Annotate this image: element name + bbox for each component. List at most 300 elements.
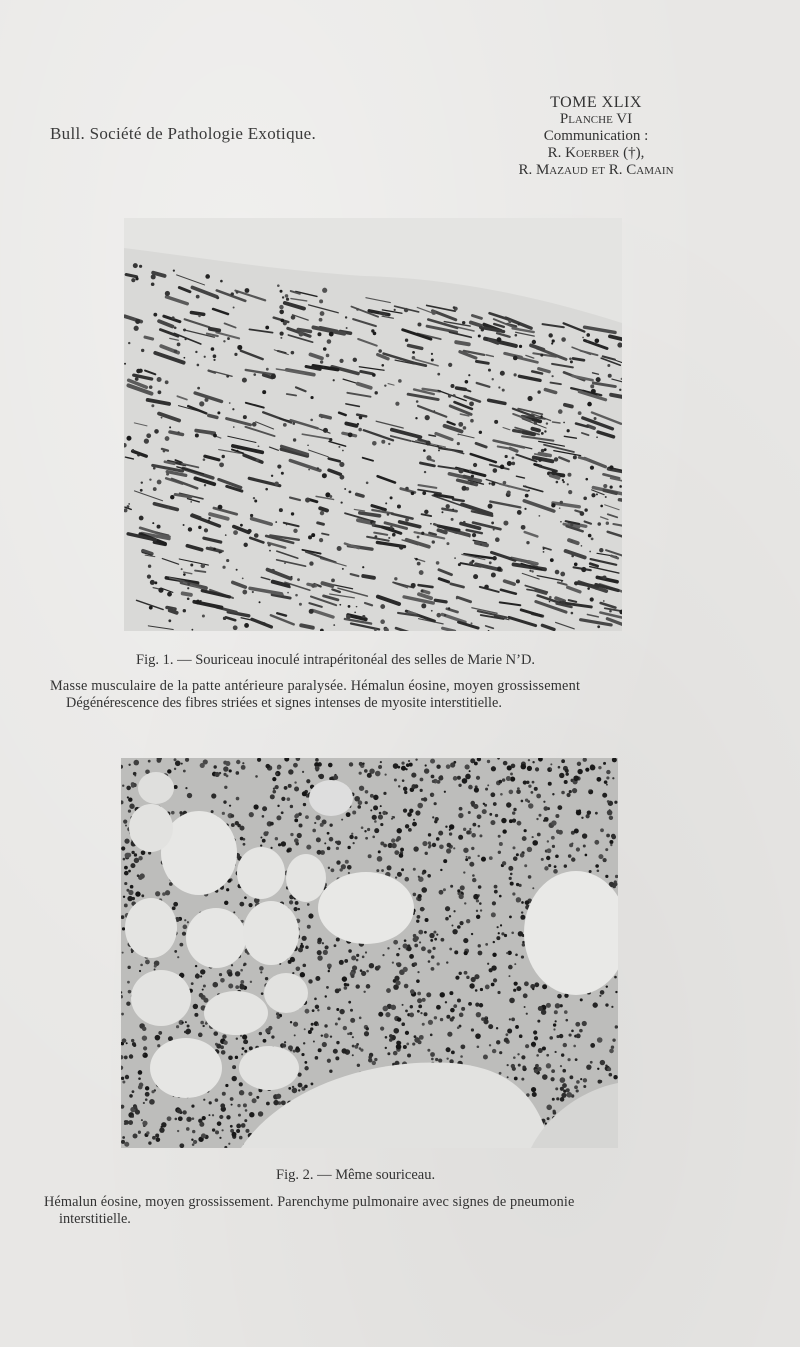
- cell-nucleus-mark: [200, 969, 205, 974]
- cell-nucleus-mark: [522, 941, 525, 944]
- nucleus-mark: [603, 484, 607, 488]
- cell-nucleus-mark: [378, 1012, 383, 1017]
- cell-nucleus-mark: [211, 793, 216, 798]
- cell-nucleus-mark: [535, 767, 539, 771]
- nucleus-mark: [590, 466, 594, 470]
- nucleus-mark: [395, 402, 399, 406]
- cell-nucleus-mark: [239, 1136, 243, 1140]
- nucleus-mark: [560, 521, 562, 523]
- cell-nucleus-mark: [611, 1046, 614, 1049]
- cell-nucleus-mark: [193, 1140, 197, 1144]
- cell-nucleus-mark: [178, 1116, 183, 1121]
- cell-nucleus-mark: [387, 865, 392, 870]
- cell-nucleus-mark: [201, 1133, 206, 1138]
- cell-nucleus-mark: [489, 856, 493, 860]
- cell-nucleus-mark: [614, 880, 617, 883]
- cell-nucleus-mark: [226, 1115, 230, 1119]
- cell-nucleus-mark: [479, 1003, 483, 1007]
- nucleus-mark: [438, 449, 440, 451]
- cell-nucleus-mark: [354, 796, 360, 802]
- cell-nucleus-mark: [347, 1033, 349, 1035]
- cell-nucleus-mark: [418, 930, 423, 935]
- cell-nucleus-mark: [406, 1042, 409, 1045]
- cell-nucleus-mark: [490, 792, 495, 797]
- cell-nucleus-mark: [154, 965, 157, 968]
- cell-nucleus-mark: [149, 1099, 155, 1105]
- cell-nucleus-mark: [443, 888, 446, 891]
- nucleus-mark: [441, 511, 443, 513]
- nucleus-mark: [233, 307, 235, 309]
- cell-nucleus-mark: [392, 961, 394, 963]
- cell-nucleus-mark: [212, 1128, 215, 1131]
- cell-nucleus-mark: [330, 1035, 332, 1037]
- nucleus-mark: [503, 521, 508, 526]
- cell-nucleus-mark: [177, 956, 179, 958]
- nucleus-mark: [323, 428, 328, 433]
- cell-nucleus-mark: [420, 789, 423, 792]
- cell-nucleus-mark: [532, 887, 534, 889]
- nucleus-mark: [225, 534, 227, 536]
- cell-nucleus-mark: [245, 1109, 248, 1112]
- cell-nucleus-mark: [307, 903, 310, 906]
- cell-nucleus-mark: [350, 1018, 355, 1023]
- cell-nucleus-mark: [328, 763, 333, 768]
- nucleus-mark: [515, 334, 518, 337]
- cell-nucleus-mark: [499, 1072, 502, 1075]
- cell-nucleus-mark: [571, 857, 575, 861]
- nucleus-mark: [500, 371, 505, 376]
- nucleus-mark: [453, 306, 456, 309]
- muscle-fiber-mark: [126, 275, 136, 277]
- cell-nucleus-mark: [125, 1075, 129, 1079]
- cell-nucleus-mark: [600, 1060, 605, 1065]
- cell-nucleus-mark: [469, 828, 471, 830]
- cell-nucleus-mark: [202, 1025, 204, 1027]
- nucleus-mark: [430, 523, 432, 525]
- cell-nucleus-mark: [512, 846, 515, 849]
- cell-nucleus-mark: [357, 805, 361, 809]
- cell-nucleus-mark: [512, 811, 515, 814]
- nucleus-mark: [426, 441, 431, 446]
- nucleus-mark: [167, 507, 169, 509]
- cell-nucleus-mark: [543, 806, 548, 811]
- nucleus-mark: [385, 502, 387, 504]
- cell-nucleus-mark: [154, 969, 156, 971]
- nucleus-mark: [293, 438, 296, 441]
- cell-nucleus-mark: [457, 998, 461, 1002]
- cell-nucleus-mark: [124, 839, 129, 844]
- nucleus-mark: [541, 432, 544, 435]
- nucleus-mark: [591, 537, 594, 540]
- cell-nucleus-mark: [548, 782, 552, 786]
- cell-nucleus-mark: [492, 1049, 496, 1053]
- cell-nucleus-mark: [565, 772, 568, 775]
- cell-nucleus-mark: [215, 772, 220, 777]
- cell-nucleus-mark: [516, 789, 521, 794]
- nucleus-mark: [417, 562, 421, 566]
- cell-nucleus-mark: [288, 960, 292, 964]
- cell-nucleus-mark: [429, 933, 434, 938]
- cell-nucleus-mark: [444, 791, 446, 793]
- muscle-fiber-mark: [298, 329, 310, 331]
- nucleus-mark: [492, 378, 494, 380]
- nucleus-mark: [581, 567, 586, 572]
- nucleus-mark: [348, 605, 351, 608]
- cell-nucleus-mark: [219, 1137, 221, 1139]
- cell-nucleus-mark: [294, 818, 298, 822]
- cell-nucleus-mark: [509, 998, 515, 1004]
- nucleus-mark: [199, 401, 204, 406]
- cell-nucleus-mark: [286, 849, 290, 853]
- cell-nucleus-mark: [417, 992, 421, 996]
- cell-nucleus-mark: [308, 979, 312, 983]
- cell-nucleus-mark: [262, 806, 267, 811]
- cell-nucleus-mark: [434, 802, 437, 805]
- cell-nucleus-mark: [290, 833, 293, 836]
- nucleus-mark: [507, 491, 511, 495]
- cell-nucleus-mark: [547, 840, 549, 842]
- cell-nucleus-mark: [546, 1063, 551, 1068]
- cell-nucleus-mark: [229, 769, 232, 772]
- nucleus-mark: [600, 505, 603, 508]
- cell-nucleus-mark: [339, 1009, 344, 1014]
- cell-nucleus-mark: [345, 860, 349, 864]
- cell-nucleus-mark: [403, 943, 408, 948]
- cell-nucleus-mark: [427, 874, 431, 878]
- nucleus-mark: [222, 455, 225, 458]
- nucleus-mark: [525, 485, 527, 487]
- cell-nucleus-mark: [347, 865, 352, 870]
- cell-nucleus-mark: [550, 1077, 554, 1081]
- cell-nucleus-mark: [122, 1081, 125, 1084]
- cell-nucleus-mark: [402, 1004, 404, 1006]
- cell-nucleus-mark: [377, 965, 380, 968]
- cell-nucleus-mark: [453, 776, 458, 781]
- cell-nucleus-mark: [244, 1119, 247, 1122]
- cell-nucleus-mark: [256, 1096, 259, 1099]
- nucleus-mark: [126, 436, 131, 441]
- cell-nucleus-mark: [606, 834, 610, 838]
- cell-nucleus-mark: [502, 778, 505, 781]
- cell-nucleus-mark: [336, 937, 340, 941]
- cell-nucleus-mark: [476, 915, 480, 919]
- cell-nucleus-mark: [396, 980, 401, 985]
- nucleus-mark: [319, 299, 323, 303]
- nucleus-mark: [540, 415, 542, 417]
- cell-nucleus-mark: [315, 766, 320, 771]
- cell-nucleus-mark: [272, 790, 276, 794]
- cell-nucleus-mark: [443, 859, 447, 863]
- nucleus-mark: [265, 488, 268, 491]
- muscle-fiber-mark: [588, 426, 594, 428]
- nucleus-mark: [150, 580, 155, 585]
- cell-nucleus-mark: [477, 814, 482, 819]
- cell-nucleus-mark: [424, 931, 427, 934]
- nucleus-mark: [555, 570, 560, 575]
- nucleus-mark: [388, 537, 390, 539]
- cell-nucleus-mark: [123, 896, 125, 898]
- nucleus-mark: [252, 422, 257, 427]
- nucleus-mark: [144, 439, 149, 444]
- cell-nucleus-mark: [583, 1078, 587, 1082]
- cell-nucleus-mark: [331, 868, 335, 872]
- cell-nucleus-mark: [401, 762, 404, 765]
- cell-nucleus-mark: [395, 876, 397, 878]
- cell-nucleus-mark: [415, 758, 417, 760]
- cell-nucleus-mark: [404, 939, 407, 942]
- cell-nucleus-mark: [420, 1012, 422, 1014]
- nucleus-mark: [281, 472, 284, 475]
- nucleus-mark: [326, 354, 330, 358]
- cell-nucleus-mark: [541, 858, 544, 861]
- nucleus-mark: [451, 518, 454, 521]
- cell-nucleus-mark: [200, 763, 205, 768]
- cell-nucleus-mark: [356, 954, 359, 957]
- cell-nucleus-mark: [553, 869, 558, 874]
- cell-nucleus-mark: [517, 821, 522, 826]
- cell-nucleus-mark: [219, 973, 222, 976]
- cell-nucleus-mark: [559, 773, 564, 778]
- nucleus-mark: [280, 290, 283, 293]
- cell-nucleus-mark: [250, 981, 252, 983]
- cell-nucleus-mark: [568, 1033, 571, 1036]
- cell-nucleus-mark: [466, 831, 470, 835]
- nucleus-mark: [517, 580, 519, 582]
- cell-nucleus-mark: [465, 858, 468, 861]
- cell-nucleus-mark: [315, 1056, 319, 1060]
- cell-nucleus-mark: [230, 1125, 233, 1128]
- nucleus-mark: [346, 615, 351, 620]
- cell-nucleus-mark: [297, 833, 302, 838]
- nucleus-mark: [149, 478, 151, 480]
- cell-nucleus-mark: [326, 986, 329, 989]
- nucleus-mark: [469, 401, 474, 406]
- nucleus-mark: [419, 570, 424, 575]
- nucleus-mark: [437, 445, 439, 447]
- cell-nucleus-mark: [516, 853, 519, 856]
- nucleus-mark: [356, 606, 358, 608]
- cell-nucleus-mark: [436, 1005, 441, 1010]
- cell-nucleus-mark: [409, 809, 413, 813]
- cell-nucleus-mark: [521, 901, 524, 904]
- nucleus-mark: [217, 411, 220, 414]
- cell-nucleus-mark: [260, 844, 262, 846]
- cell-nucleus-mark: [440, 938, 444, 942]
- cell-nucleus-mark: [125, 824, 127, 826]
- nucleus-mark: [431, 358, 434, 361]
- figure-1-title: Fig. 1. — Souriceau inoculé intrapéritonéal des selles de Marie N’D.: [136, 652, 536, 668]
- nucleus-mark: [359, 416, 363, 420]
- cell-nucleus-mark: [228, 983, 233, 988]
- nucleus-mark: [567, 483, 569, 485]
- cell-nucleus-mark: [537, 1067, 541, 1071]
- cell-nucleus-mark: [549, 1036, 553, 1040]
- cell-nucleus-mark: [413, 937, 418, 942]
- nucleus-mark: [254, 500, 257, 503]
- cell-nucleus-mark: [536, 1054, 539, 1057]
- cell-nucleus-mark: [598, 766, 601, 769]
- nucleus-mark: [538, 458, 541, 461]
- cell-nucleus-mark: [135, 1109, 140, 1114]
- cell-nucleus-mark: [239, 1090, 244, 1095]
- cell-nucleus-mark: [231, 823, 235, 827]
- nucleus-mark: [135, 319, 140, 324]
- cell-nucleus-mark: [483, 1055, 488, 1060]
- cell-nucleus-mark: [225, 761, 230, 766]
- cell-nucleus-mark: [531, 1087, 536, 1092]
- cell-nucleus-mark: [282, 1044, 286, 1048]
- nucleus-mark: [471, 475, 474, 478]
- cell-nucleus-mark: [380, 1027, 384, 1031]
- cell-nucleus-mark: [312, 829, 316, 833]
- cell-nucleus-mark: [359, 1017, 362, 1020]
- cell-nucleus-mark: [609, 840, 613, 844]
- cell-nucleus-mark: [396, 963, 399, 966]
- cell-nucleus-mark: [317, 1009, 319, 1011]
- cell-nucleus-mark: [607, 800, 610, 803]
- cell-nucleus-mark: [450, 1008, 455, 1013]
- cell-nucleus-mark: [232, 1076, 237, 1081]
- cell-nucleus-mark: [127, 981, 130, 984]
- nucleus-mark: [500, 465, 505, 470]
- cell-nucleus-mark: [375, 771, 381, 777]
- nucleus-mark: [550, 558, 554, 562]
- cell-nucleus-mark: [386, 988, 391, 993]
- cell-nucleus-mark: [276, 1094, 281, 1099]
- nucleus-mark: [387, 513, 390, 516]
- cell-nucleus-mark: [413, 819, 415, 821]
- cell-nucleus-mark: [372, 836, 375, 839]
- nucleus-mark: [484, 585, 489, 590]
- nucleus-mark: [505, 455, 508, 458]
- cell-nucleus-mark: [143, 1054, 145, 1056]
- cell-nucleus-mark: [561, 1053, 564, 1056]
- cell-nucleus-mark: [262, 815, 265, 818]
- cell-nucleus-mark: [515, 953, 518, 956]
- nucleus-mark: [549, 601, 551, 603]
- nucleus-mark: [135, 377, 139, 381]
- cell-nucleus-mark: [380, 805, 382, 807]
- cell-nucleus-mark: [508, 866, 513, 871]
- cell-nucleus-mark: [463, 871, 465, 873]
- cell-nucleus-mark: [521, 764, 527, 770]
- cell-nucleus-mark: [594, 840, 599, 845]
- cell-nucleus-mark: [360, 969, 363, 972]
- cell-nucleus-mark: [554, 1010, 558, 1014]
- cell-nucleus-mark: [351, 833, 353, 835]
- cell-nucleus-mark: [122, 927, 125, 930]
- cell-nucleus-mark: [541, 1009, 546, 1014]
- nucleus-mark: [137, 454, 140, 457]
- cell-nucleus-mark: [304, 1061, 307, 1064]
- cell-nucleus-mark: [325, 995, 327, 997]
- cell-nucleus-mark: [374, 820, 377, 823]
- nucleus-mark: [268, 543, 271, 546]
- cell-nucleus-mark: [430, 1052, 435, 1057]
- cell-nucleus-mark: [555, 1003, 560, 1008]
- cell-nucleus-mark: [528, 759, 530, 761]
- cell-nucleus-mark: [472, 823, 476, 827]
- cell-nucleus-mark: [341, 819, 343, 821]
- muscle-fiber-mark: [435, 600, 446, 602]
- cell-nucleus-mark: [414, 784, 418, 788]
- cell-nucleus-mark: [413, 846, 418, 851]
- cell-nucleus-mark: [157, 1044, 160, 1047]
- cell-nucleus-mark: [327, 847, 331, 851]
- cell-nucleus-mark: [365, 951, 367, 953]
- cell-nucleus-mark: [145, 1092, 150, 1097]
- cell-nucleus-mark: [459, 921, 463, 925]
- cell-nucleus-mark: [317, 850, 322, 855]
- nucleus-mark: [307, 444, 309, 446]
- cell-nucleus-mark: [433, 931, 436, 934]
- cell-nucleus-mark: [404, 791, 407, 794]
- nucleus-mark: [281, 319, 285, 323]
- nucleus-mark: [529, 570, 531, 572]
- nucleus-mark: [213, 359, 215, 361]
- cell-nucleus-mark: [142, 1121, 147, 1126]
- cell-nucleus-mark: [516, 986, 521, 991]
- cell-nucleus-mark: [424, 1012, 428, 1016]
- cell-nucleus-mark: [301, 1053, 304, 1056]
- nucleus-mark: [399, 545, 404, 550]
- nucleus-mark: [397, 505, 401, 509]
- cell-nucleus-mark: [453, 761, 456, 764]
- cell-nucleus-mark: [213, 1031, 218, 1036]
- cell-nucleus-mark: [566, 1092, 572, 1098]
- muscle-fiber-mark: [524, 432, 534, 434]
- cell-nucleus-mark: [348, 872, 350, 874]
- cell-nucleus-mark: [412, 822, 417, 827]
- cell-nucleus-mark: [609, 809, 611, 811]
- nucleus-mark: [463, 426, 467, 430]
- cell-nucleus-mark: [459, 807, 463, 811]
- cell-nucleus-mark: [292, 972, 294, 974]
- cell-nucleus-mark: [405, 824, 409, 828]
- cell-nucleus-mark: [319, 774, 324, 779]
- cell-nucleus-mark: [179, 811, 182, 814]
- cell-nucleus-mark: [124, 866, 128, 870]
- cell-nucleus-mark: [155, 1035, 161, 1041]
- cell-nucleus-mark: [589, 789, 591, 791]
- cell-nucleus-mark: [293, 1022, 298, 1027]
- cell-nucleus-mark: [302, 771, 304, 773]
- cell-nucleus-mark: [248, 903, 252, 907]
- cell-nucleus-mark: [359, 1047, 362, 1050]
- cell-nucleus-mark: [572, 788, 577, 793]
- cell-nucleus-mark: [203, 1099, 205, 1101]
- nucleus-mark: [181, 568, 183, 570]
- nucleus-mark: [528, 490, 530, 492]
- cell-nucleus-mark: [426, 992, 431, 997]
- cell-nucleus-mark: [138, 1077, 141, 1080]
- cell-nucleus-mark: [134, 858, 139, 863]
- cell-nucleus-mark: [427, 949, 431, 953]
- cell-nucleus-mark: [349, 1032, 352, 1035]
- nucleus-mark: [465, 380, 469, 384]
- nucleus-mark: [412, 356, 416, 360]
- cell-nucleus-mark: [362, 956, 365, 959]
- nucleus-mark: [291, 315, 296, 320]
- cell-nucleus-mark: [138, 1070, 143, 1075]
- nucleus-mark: [191, 629, 193, 631]
- cell-nucleus-mark: [547, 848, 552, 853]
- nucleus-mark: [333, 379, 335, 381]
- cell-nucleus-mark: [391, 1005, 396, 1010]
- cell-nucleus-mark: [365, 790, 369, 794]
- cell-nucleus-mark: [471, 1028, 474, 1031]
- nucleus-mark: [517, 510, 522, 515]
